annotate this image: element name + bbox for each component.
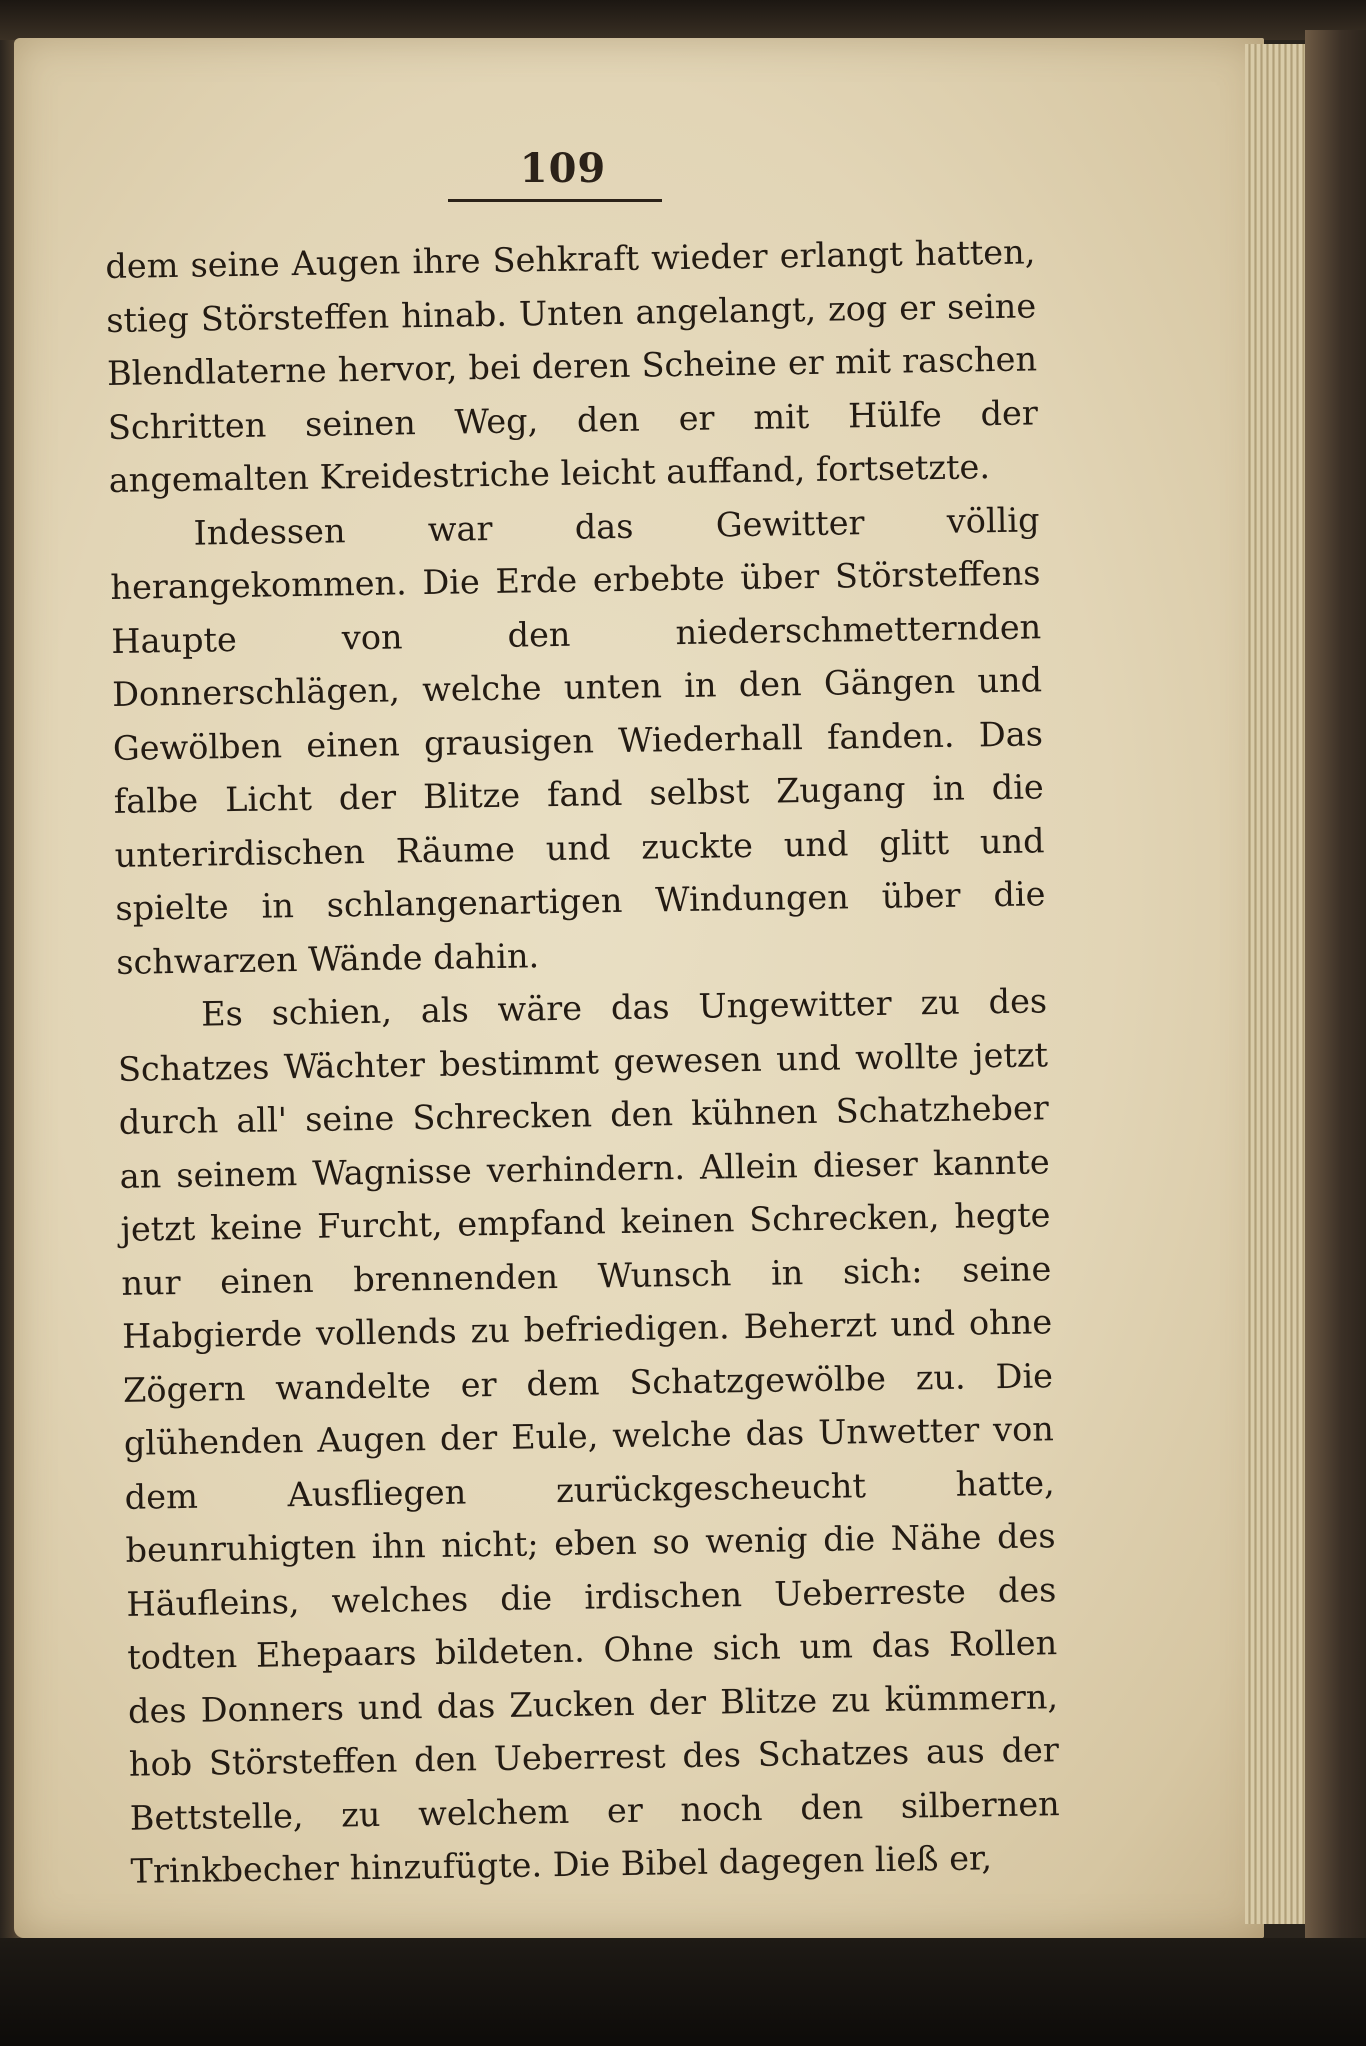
paragraph-2: Indessen war das Gewitter völlig herangekommen. Die Erde erbebte über Störsteffens Haupte von den niederschmetternden Donnerschlägen, welche unten in den Gängen und Gewölben einen grausigen Wiederhall fanden. Das falbe Licht der Blitze fand selbst Zugang in die unterirdischen Räume und zuckte und glitt und spielte in schlangenartigen Windungen über die schwarzen Wände dahin. <box>110 499 1046 982</box>
scan-bottom-shadow <box>0 1938 1366 2046</box>
scan-top-shadow <box>0 0 1366 40</box>
paragraph-1: dem seine Augen ihre Sehkraft wieder erlangt hatten, stieg Störsteffen hinab. Unten angelangt, zog er seine Blendlaterne hervor, bei deren Scheine er mit raschen Schritten seinen Weg, den er mit Hülfe der angemalten Kreidestriche leicht auffand, fortsetzte. <box>105 232 1039 500</box>
page-fore-edge <box>1245 44 1308 1924</box>
paragraph-3: Es schien, als wäre das Ungewitter zu des Schatzes Wächter bestimmt gewesen und wollte jetzt durch all' seine Schrecken den kühnen Schatzheber an seinem Wagnisse verhindern. Allein dieser kannte jetzt keine Furcht, empfand keinen Schrecken, hegte nur einen brennenden Wunsch in sich: seine Habgierde vollends zu befriedigen. Beherzt und ohne Zögern wandelte er dem Schatzgewölbe zu. Die glühenden Augen der Eule, welche das Unwetter von dem Ausfliegen zurückgescheucht hatte, beunruhigten ihn nicht; eben so wenig die Nähe des Häufleins, welches die irdischen Ueberreste des todten Ehepaars bildeten. Ohne sich um das Rollen des Donners und das Zucken der Blitze zu kümmern, hob Störsteffen den Ueberrest des Schatzes aus der Bettstelle, zu welchem er noch den silbernen Trinkbecher hinzufügte. Die Bibel dagegen ließ er, <box>117 981 1060 1891</box>
page-number: 109 <box>519 145 607 192</box>
body-text <box>105 225 1061 1898</box>
page-number-rule <box>448 199 662 202</box>
book-cover-edge <box>1305 30 1366 1940</box>
